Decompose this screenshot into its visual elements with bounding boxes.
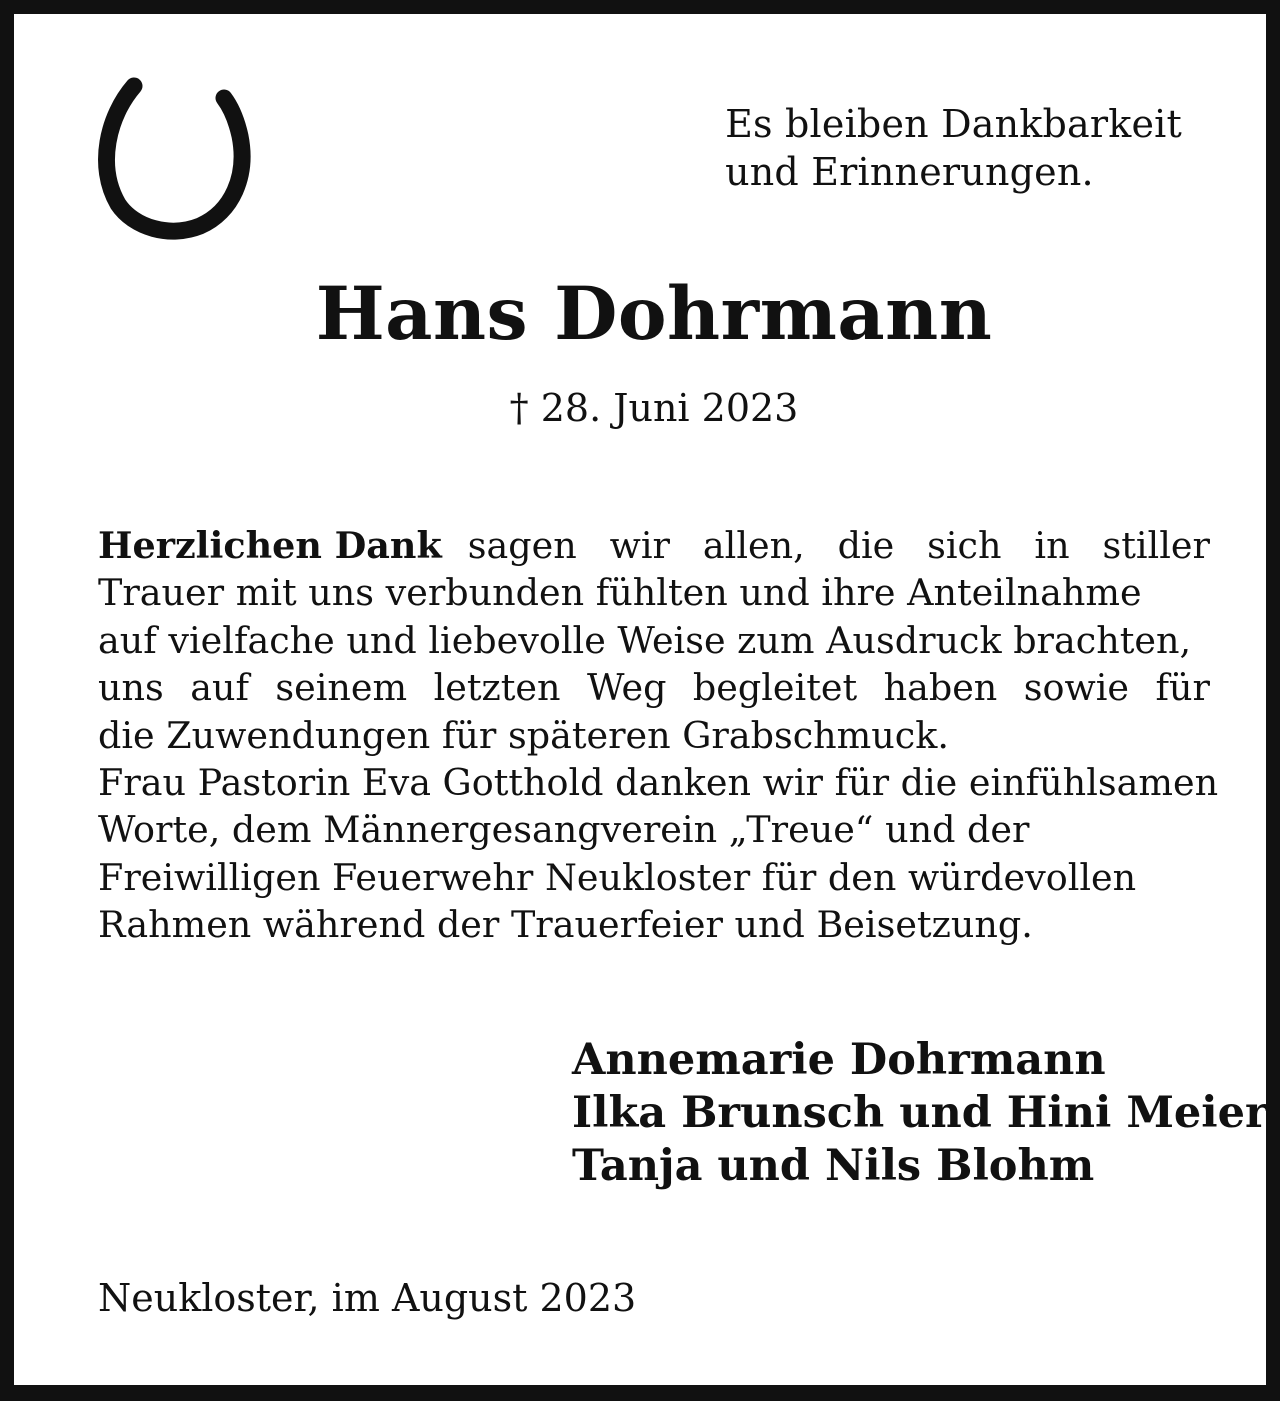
message-line-0 <box>468 522 1210 569</box>
word: die <box>837 524 895 567</box>
word: uns <box>98 666 164 710</box>
word: sich <box>927 524 1002 567</box>
message-line-3 <box>98 664 1210 711</box>
word: begleitet <box>692 666 858 710</box>
message-line-2: auf vielfache und liebevolle Weise zum Ausdruck brachten, <box>98 618 1192 662</box>
signers <box>572 1034 1268 1193</box>
message-line <box>98 522 1210 569</box>
message-line-8: Rahmen während der Trauerfeier und Beisetzung. <box>98 903 1033 947</box>
horseshoe-icon <box>90 76 256 244</box>
word: wir <box>609 524 670 567</box>
word: für <box>1155 666 1210 710</box>
signer-1: Annemarie Dohrmann <box>572 1035 1106 1085</box>
word: allen, <box>702 524 805 567</box>
word: seinem <box>275 666 408 710</box>
word: auf <box>190 666 249 710</box>
message-line-5: Frau Pastorin Eva Gotthold danken wir für die einfühlsamen <box>98 761 1219 805</box>
message-line-6: Worte, dem Männergesangverein „Treue“ und der <box>98 808 1030 852</box>
word: sagen <box>467 524 577 567</box>
motto-line-1: Es bleiben Dankbarkeit <box>725 102 1182 146</box>
signer-3: Tanja und Nils Blohm <box>572 1141 1095 1191</box>
word: in <box>1034 524 1070 567</box>
death-date: † 28. Juni 2023 <box>509 386 799 430</box>
place-date: Neukloster, im August 2023 <box>98 1276 637 1320</box>
message-lead: Herzlichen Dank <box>98 524 442 567</box>
signer-2: Ilka Brunsch und Hini Meier <box>572 1088 1268 1138</box>
message-line-7: Freiwilligen Feuerwehr Neukloster für den würdevollen <box>98 855 1137 899</box>
word: letzten <box>433 666 561 710</box>
motto <box>725 100 1182 196</box>
deceased-name: Hans Dohrmann <box>315 271 993 357</box>
motto-line-2: und Erinnerungen. <box>725 150 1094 194</box>
word: sowie <box>1023 666 1129 710</box>
word: Weg <box>586 666 667 710</box>
word: stiller <box>1102 524 1210 567</box>
word: haben <box>883 666 998 710</box>
message-line-4: die Zuwendungen für späteren Grabschmuck. <box>98 713 949 757</box>
thanks-message <box>98 522 1219 949</box>
message-line-1: Trauer mit uns verbunden fühlten und ihre Anteilnahme <box>98 571 1142 615</box>
